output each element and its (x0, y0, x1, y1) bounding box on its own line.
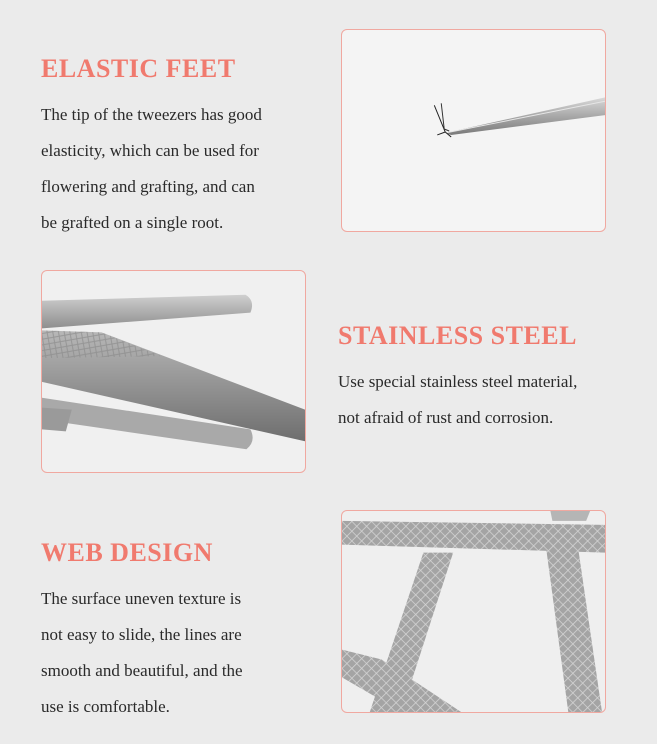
text-line: use is comfortable. (41, 697, 170, 716)
stainless-tweezers-photo (41, 270, 306, 473)
text-line: The surface uneven texture is (41, 589, 242, 608)
text-line: flowering and grafting, and can (41, 177, 255, 196)
section-text-elastic-feet (41, 97, 262, 241)
section-text-web-design (41, 581, 243, 725)
text-line: not afraid of rust and corrosion. (338, 408, 554, 427)
textured-grip-photo (341, 510, 606, 713)
text-line: be grafted on a single root. (41, 213, 224, 232)
text-line: smooth and beautiful, and the (41, 661, 243, 680)
section-text-stainless-steel (338, 364, 577, 436)
text-line: The tip of the tweezers has good (41, 105, 262, 124)
text-line: not easy to slide, the lines are (41, 625, 242, 644)
section-title-elastic-feet: ELASTIC FEET (41, 54, 236, 83)
text-line: elasticity, which can be used for (41, 141, 259, 160)
section-title-web-design: WEB DESIGN (41, 538, 213, 567)
text-line: Use special stainless steel material, (338, 372, 578, 391)
tweezer-tip-photo (341, 29, 606, 232)
section-title-stainless-steel: STAINLESS STEEL (338, 321, 577, 350)
